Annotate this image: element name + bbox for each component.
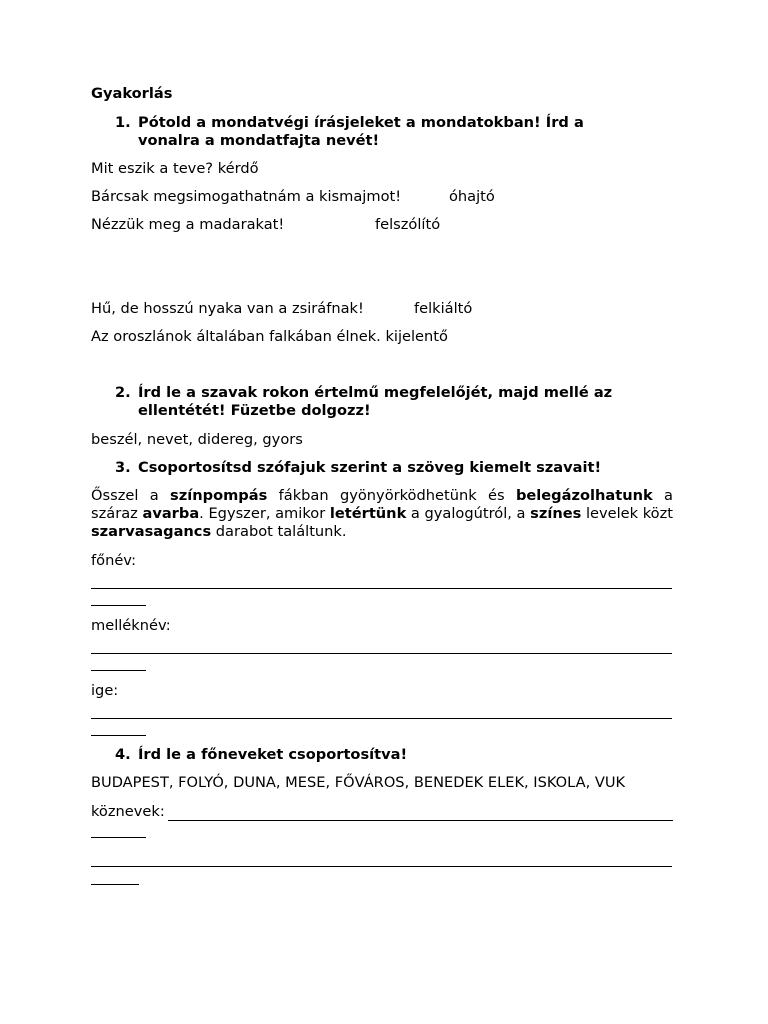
highlighted-word: színpompás bbox=[170, 487, 268, 504]
paragraph-run: darabot találtunk. bbox=[211, 523, 347, 540]
task-4-words: BUDAPEST, FOLYÓ, DUNA, MESE, FŐVÁROS, BENEDEK ELEK, ISKOLA, VUK bbox=[91, 774, 626, 791]
verb-answer-line[interactable] bbox=[91, 718, 672, 719]
worksheet-title: Gyakorlás bbox=[91, 85, 173, 102]
sentence-text: Nézzük meg a madarakat! bbox=[91, 216, 285, 233]
task-2-instruction-line1: Írd le a szavak rokon értelmű megfelelőjét, majd mellé az bbox=[138, 384, 613, 401]
sentence-row bbox=[91, 300, 651, 318]
task-2-instruction bbox=[138, 384, 658, 420]
sentence-text: Hű, de hosszú nyaka van a zsiráfnak! bbox=[91, 300, 364, 317]
task-1-instruction-line2: vonalra a mondatfajta nevét! bbox=[138, 132, 380, 149]
sentence-text: Bárcsak megsimogathatnám a kismajmot! bbox=[91, 188, 402, 205]
paragraph-run: a gyalogútról, a bbox=[406, 505, 531, 522]
sentence-answer: kijelentő bbox=[385, 328, 448, 345]
adjective-answer-line-cont[interactable] bbox=[91, 670, 146, 671]
task-1-instruction-line1: Pótold a mondatvégi írásjeleket a mondatokban! Írd a bbox=[138, 114, 584, 131]
paragraph-run: a száraz bbox=[91, 487, 673, 522]
sentence-text: Mit eszik a teve? bbox=[91, 160, 214, 177]
paragraph-run: . Egyszer, amikor bbox=[199, 505, 330, 522]
sentence-answer: felkiáltó bbox=[414, 300, 473, 317]
highlighted-word: színes bbox=[530, 505, 582, 522]
task-2-words: beszél, nevet, didereg, gyors bbox=[91, 431, 303, 448]
sentence-row bbox=[91, 328, 448, 346]
noun-label: főnév: bbox=[91, 552, 137, 569]
paragraph-run: levelek közt bbox=[581, 505, 673, 522]
task-1-number: 1. bbox=[115, 114, 131, 131]
highlighted-word: avarba bbox=[142, 505, 200, 522]
task-1-instruction bbox=[138, 114, 658, 150]
task-2-number: 2. bbox=[115, 384, 131, 401]
highlighted-word: letértünk bbox=[329, 505, 407, 522]
adjective-answer-line[interactable] bbox=[91, 653, 672, 654]
sentence-answer: kérdő bbox=[217, 160, 259, 177]
task-4-number: 4. bbox=[115, 746, 131, 763]
sentence-row bbox=[91, 216, 651, 234]
highlighted-word: szarvasagancs bbox=[91, 523, 212, 540]
extra-answer-line[interactable] bbox=[91, 866, 672, 867]
task-3-instruction: Csoportosítsd szófajuk szerint a szöveg kiemelt szavait! bbox=[138, 459, 602, 476]
sentence-row bbox=[91, 160, 259, 178]
extra-answer-line-cont[interactable] bbox=[91, 884, 139, 885]
paragraph-run: fákban gyönyörködhetünk és bbox=[267, 487, 516, 504]
highlighted-word: belegázolhatunk bbox=[515, 487, 653, 504]
verb-label: ige: bbox=[91, 682, 119, 699]
verb-answer-line-cont[interactable] bbox=[91, 735, 146, 736]
sentence-text: Az oroszlánok általában falkában élnek. bbox=[91, 328, 381, 345]
sentence-answer: felszólító bbox=[375, 216, 441, 233]
common-nouns-answer-line-cont[interactable] bbox=[91, 837, 146, 838]
task-3-number: 3. bbox=[115, 459, 131, 476]
paragraph-run: Ősszel a bbox=[91, 487, 171, 504]
common-nouns-label: köznevek: bbox=[91, 803, 165, 820]
sentence-row bbox=[91, 188, 651, 206]
noun-answer-line[interactable] bbox=[91, 588, 672, 589]
task-2-instruction-line2: ellentétét! Füzetbe dolgozz! bbox=[138, 402, 371, 419]
task-3-paragraph bbox=[91, 487, 673, 541]
common-nouns-answer-line[interactable] bbox=[168, 820, 673, 821]
task-4-instruction: Írd le a főneveket csoportosítva! bbox=[138, 746, 408, 763]
adjective-label: melléknév: bbox=[91, 617, 171, 634]
sentence-answer: óhajtó bbox=[449, 188, 495, 205]
noun-answer-line-cont[interactable] bbox=[91, 605, 146, 606]
